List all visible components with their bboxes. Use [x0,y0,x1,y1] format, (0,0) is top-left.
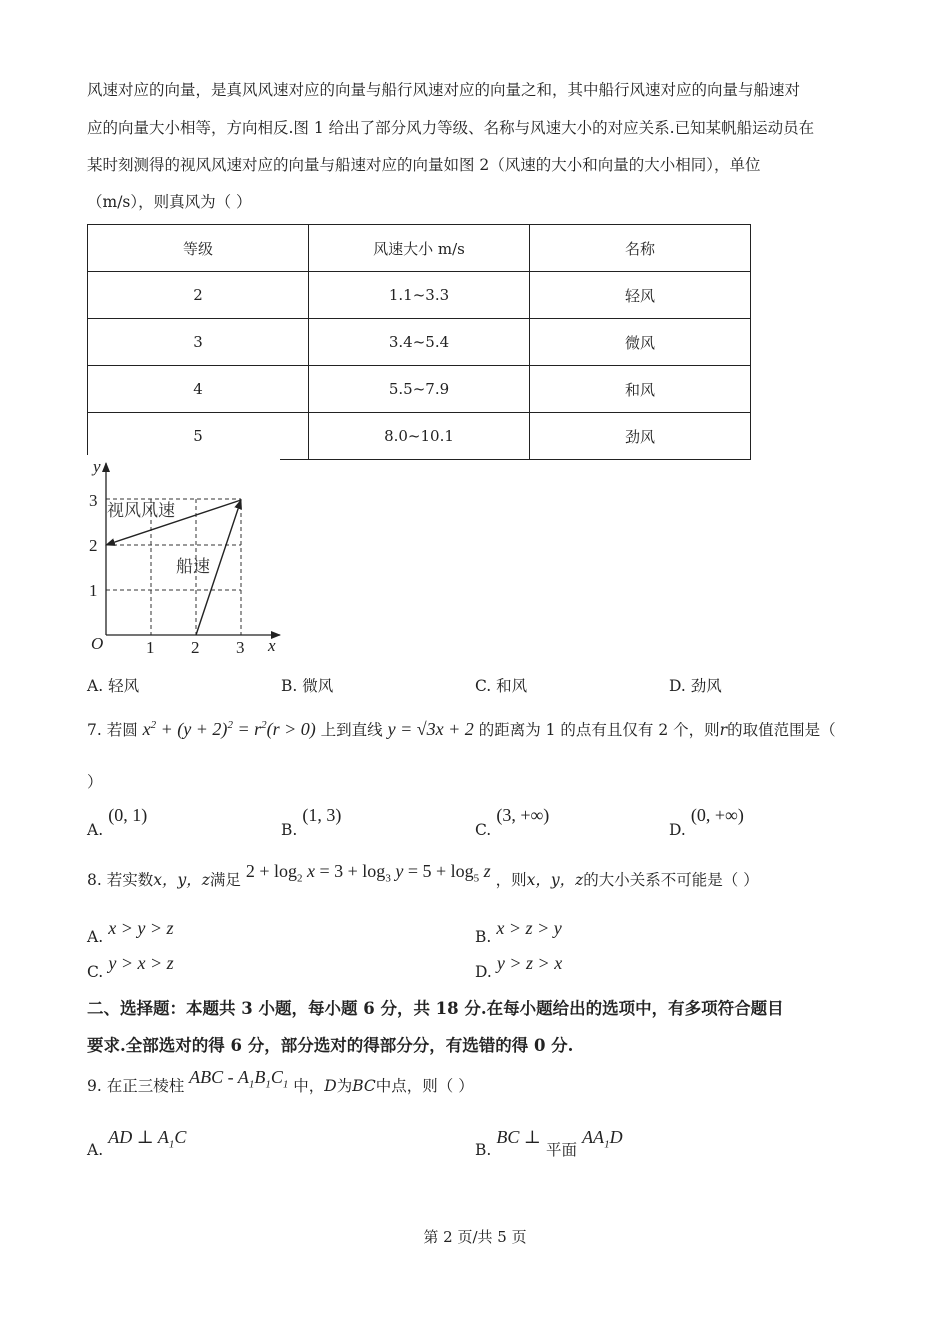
table-cell: 微风 [530,319,751,366]
y-axis-label: y [93,457,101,476]
question-9-stem: 9. 在正三棱柱 ABC - $A_1B_1C_1$ 中，D为BC中点，则（ ） [87,1067,474,1095]
table-row [88,413,751,460]
table-row [88,319,751,366]
question-7-stem: 7. 若圆 $x^2 + (y + 2)^2 = r^2(r > 0)$ 上到直线 y = √3x + 2 的距离为 1 的点有且仅有 2 个，则r的取值范围是（ [87,719,836,739]
table-header-row [88,225,751,272]
origin-label: O [91,634,104,653]
vector-figure [80,455,290,660]
table-cell: 3 [88,319,309,366]
q7-option-c[interactable]: C. (3, +∞) [475,805,550,839]
q9-option-a-math: AD ⊥ $A_1C$ [108,1127,187,1151]
section-2-heading-line-1: 二、选择题：本题共 3 小题，每小题 6 分，共 18 分.在每小题给出的选项中，有多项符合题目 [87,999,784,1018]
page-footer: 第 2 页/共 5 页 [423,1228,527,1246]
question-7-close-paren: ） [87,773,103,791]
table-cell: 8.0~10.1 [309,413,530,460]
table-cell: 4 [88,366,309,413]
boat-speed-label: 船速 [176,557,210,577]
q6-option-b[interactable]: B. 微风 [281,677,334,695]
q6-option-a[interactable]: A. 轻风 [87,677,140,695]
table-header-cell: 风速大小 m/s [309,225,530,272]
y-tick-label: 2 [89,536,98,555]
table-header-cell: 等级 [88,225,309,272]
y-tick-label: 3 [89,491,98,510]
x-axis-label: x [268,636,276,655]
table-row [88,272,751,319]
intro-line-1: 风速对应的向量，是真风风速对应的向量与船行风速对应的向量之和，其中船行风速对应的向量与船速对 [87,81,801,99]
prism-name: ABC - $A_1B_1C_1$ [189,1067,289,1091]
q6-option-d[interactable]: D. 劲风 [669,677,722,695]
q7-option-a[interactable]: A. (0, 1) [87,805,148,839]
q8-option-d[interactable]: D. y > z > x [475,953,563,981]
x-tick-label: 3 [236,638,245,657]
table-cell: 5.5~7.9 [309,366,530,413]
intro-line-3: 某时刻测得的视风风速对应的向量与船速对应的向量如图 2（风速的大小和向量的大小相同），单位 [87,156,761,174]
figure-mask [80,455,280,463]
wind-grade-table [87,224,751,460]
y-tick-label: 1 [89,581,98,600]
q9-option-b[interactable]: B. BC ⊥ 平面 $AA_1D$ [475,1127,623,1159]
question-8-stem: 8. 若实数x，y，z满足 $2 + \log_2 x = 3 + \log_3 y = 5 + \log_5 z$ ，则x，y，z的大小关系不可能是（ ） [87,861,759,889]
table-header-cell: 名称 [530,225,751,272]
intro-line-4: （m/s），则真风为（ ） [87,193,252,211]
table-cell: 轻风 [530,272,751,319]
q8-option-b[interactable]: B. x > z > y [475,918,562,946]
log-equation: $2 + \log_2 x = 3 + \log_3 y = 5 + \log_5 z$ [245,861,491,885]
table-cell: 3.4~5.4 [309,319,530,366]
intro-line-2: 应的向量大小相等，方向相反.图 1 给出了部分风力等级、名称与风速大小的对应关系.已知某帆船运动员在 [87,119,815,137]
table-cell: 1.1~3.3 [309,272,530,319]
q7-option-b[interactable]: B. (1, 3) [281,805,342,839]
q6-option-c[interactable]: C. 和风 [475,677,528,695]
x-tick-label: 2 [191,638,200,657]
circle-equation: $x^2 + (y + 2)^2 = r^2(r > 0)$ [142,719,316,739]
table-cell: 和风 [530,366,751,413]
q8-option-c[interactable]: C. y > x > z [87,953,174,981]
x-tick-label: 1 [146,638,155,657]
table-cell: 2 [88,272,309,319]
q8-option-a[interactable]: A. x > y > z [87,918,174,946]
section-2-heading-line-2: 要求.全部选对的得 6 分，部分选对的得部分分，有选错的得 0 分. [87,1036,574,1055]
q7-option-d[interactable]: D. (0, +∞) [669,805,744,839]
q9-option-a[interactable]: A. AD ⊥ $A_1C$ [87,1127,187,1159]
q9-option-b-math: BC ⊥ [496,1127,541,1147]
table-row [88,366,751,413]
line-equation: y = √3x + 2 [387,719,474,739]
table-cell: 劲风 [530,413,751,460]
table-cell: 5 [88,413,309,460]
apparent-wind-label: 视风风速 [107,501,175,521]
